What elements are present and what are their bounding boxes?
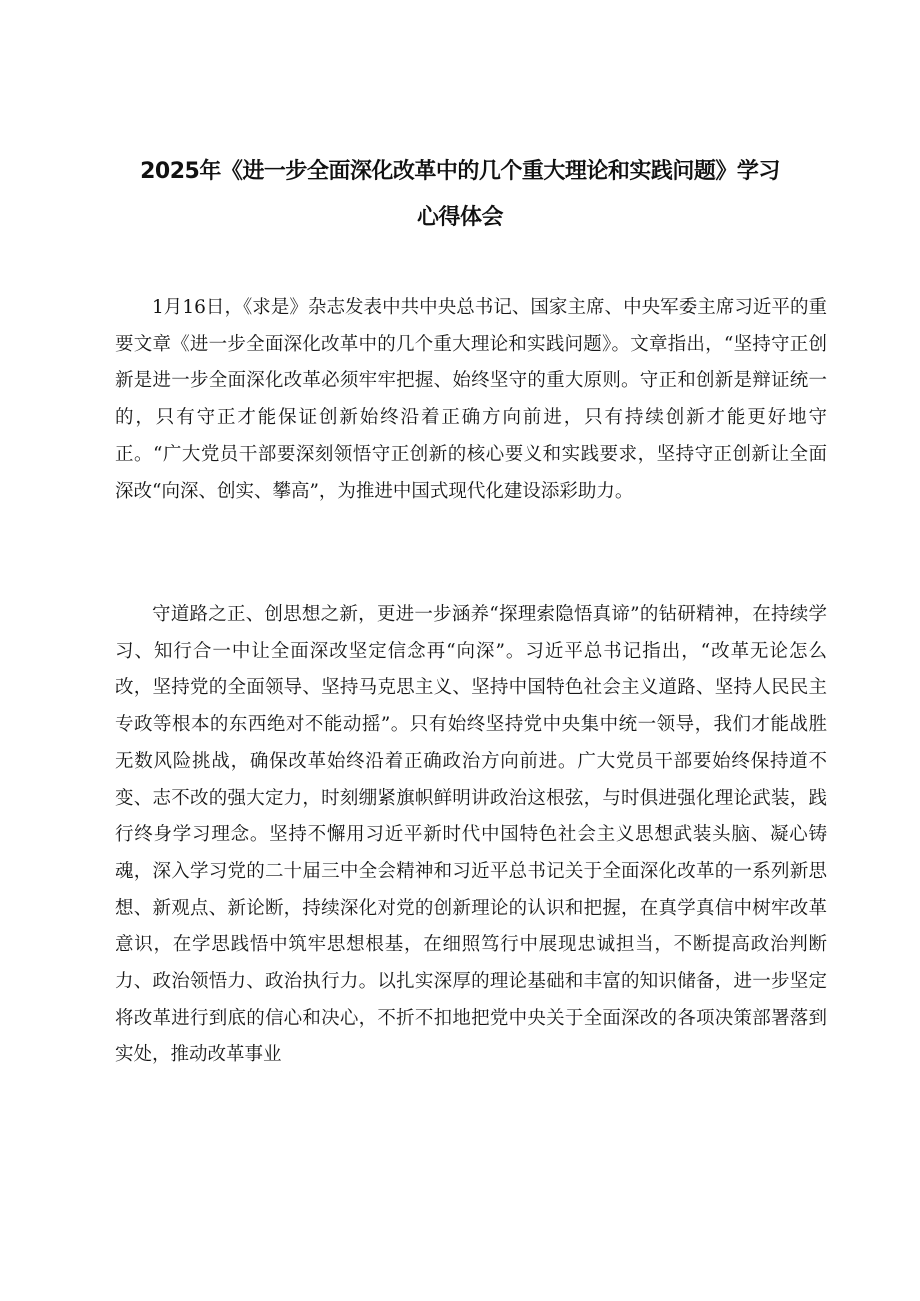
document-title-line-2: 心得体会 bbox=[416, 205, 503, 230]
paragraph-2-block bbox=[115, 597, 827, 1074]
paragraph-1-block bbox=[115, 290, 827, 510]
paragraph-2: 守道路之正、创思想之新，更进一步涵养“探理索隐悟真谛”的钻研精神，在持续学习、知行合一中让全面深改坚定信念再“向深”。习近平总书记指出，“改革无论怎么改，坚持党的全面领导、坚持马克思主义、坚持中国特色社会主义道路、坚持人民民主专政等根本的东西绝对不能动摇”。只有始终坚持党中央集中统一领导，我们才能战胜无数风险挑战，确保改革始终沿着正确政治方向前进。广大党员干部要始终保持道不变、志不改的强大定力，时刻绷紧旗帜鲜明讲政治这根弦，与时俱进强化理论武装，践行终身学习理念。坚持不懈用习近平新时代中国特色社会主义思想武装头脑、凝心铸魂，深入学习党的二十届三中全会精神和习近平总书记关于全面深化改革的一系列新思想、新观点、新论断，持续深化对党的创新理论的认识和把握，在真学真信中树牢改革意识，在学思践悟中筑牢思想根基，在细照笃行中展现忠诚担当，不断提高政治判断力、政治领悟力、政治执行力。以扎实深厚的理论基础和丰富的知识储备，进一步坚定将改革进行到底的信心和决心，不折不扣地把党中央关于全面深改的各项决策部署落到实处，推动改革事业 bbox=[115, 604, 827, 1066]
paragraph-1: 1月16日，《求是》杂志发表中共中央总书记、国家主席、中央军委主席习近平的重要文章《进一步全面深化改革中的几个重大理论和实践问题》。文章指出，“坚持守正创新是进一步全面深化改革必须牢牢把握、始终坚守的重大原则。守正和创新是辩证统一的，只有守正才能保证创新始终沿着正确方向前进，只有持续创新才能更好地守正。“广大党员干部要深刻领悟守正创新的核心要义和实践要求，坚持守正创新让全面深改“向深、创实、攀高”，为推进中国式现代化建设添彩助力。 bbox=[115, 297, 827, 502]
document-title-line-1: 2025年《进一步全面深化改革中的几个重大理论和实践问题》学习 bbox=[140, 159, 780, 184]
